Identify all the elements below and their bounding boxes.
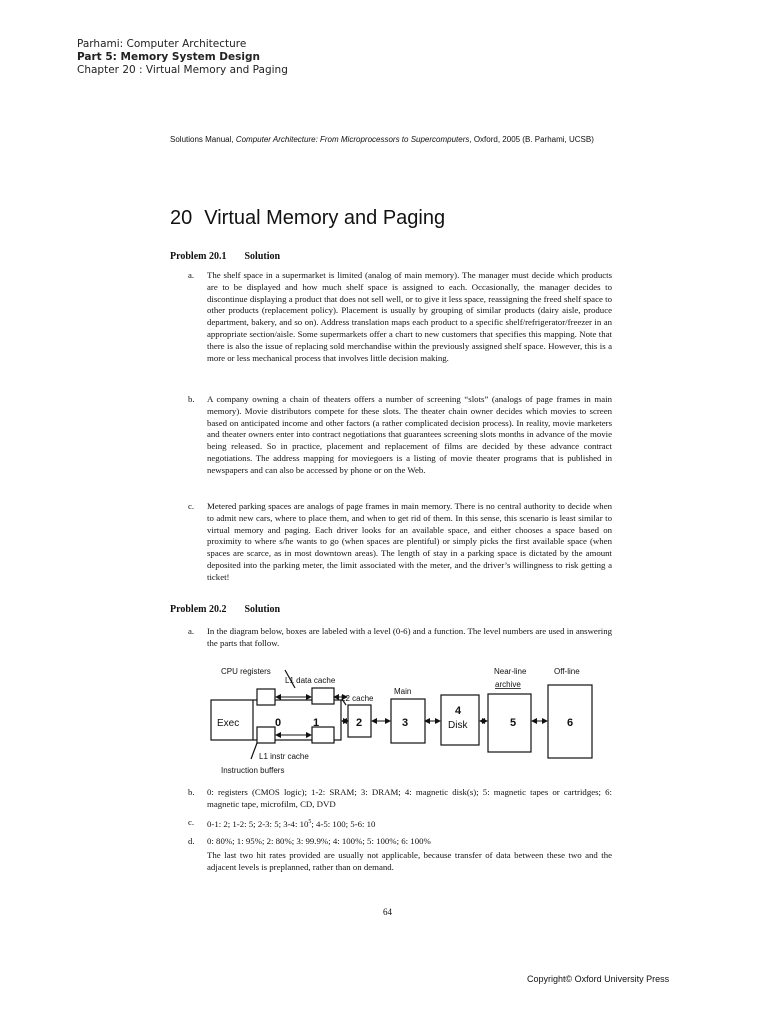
label-cpu-registers: CPU registers bbox=[221, 667, 271, 676]
item-label: a. bbox=[188, 270, 195, 280]
memory-hierarchy-diagram bbox=[205, 661, 605, 781]
label-l2-cache: L2 cache bbox=[341, 694, 374, 703]
item-text: The shelf space in a supermarket is limited (analog of main memory). The manager must decide which products are to be displayed and how much shelf space is assigned to each. Occasionally, the manager decides to discontinue displaying a product that does not sell well, or to give it less space, reassigning the freed shelf space to other products (replacement policy). Placement is usually by grouping of similar products (dairy aisle, produce department, bakery, and so on). Address translation maps each product to a specific shelf/refrigerator/freezer in an appropriate section/aisle. Some supermarkets offer a chart to new customers that specifies this mapping. Note that there is also the issue of replacing sold merchandise within the previously assigned shelf space. However, this is a more or less mechanical process that involves little decision making. bbox=[207, 270, 612, 363]
answer-item-d bbox=[188, 836, 612, 873]
l1-data-cache-box bbox=[312, 688, 334, 704]
answer-item-c bbox=[188, 501, 612, 584]
level-3: 3 bbox=[402, 717, 409, 729]
hit-rate-note: The last two hit rates provided are usually not applicable, because transfer of data between these two and the adjacent levels is preplanned, rather than on demand. bbox=[207, 849, 612, 872]
header-part-title: Part 5: Memory System Design bbox=[77, 51, 260, 63]
manual-suffix: , Oxford, 2005 (B. Parhami, UCSB) bbox=[469, 135, 594, 144]
header-book-title: Parhami: Computer Architecture bbox=[77, 38, 247, 50]
header-chapter-title: Chapter 20 : Virtual Memory and Paging bbox=[77, 64, 288, 76]
label-archive: archive bbox=[495, 680, 521, 689]
item-text bbox=[207, 817, 612, 831]
level-5: 5 bbox=[510, 717, 517, 729]
label-disk: Disk bbox=[448, 720, 468, 731]
page-number: 64 bbox=[383, 907, 392, 917]
item-text: In the diagram below, boxes are labeled with a level (0-6) and a function. The level numbers are used in answering the parts that follow. bbox=[207, 626, 612, 648]
manual-prefix: Solutions Manual, bbox=[170, 135, 236, 144]
item-label: b. bbox=[188, 394, 195, 404]
item-label: c. bbox=[188, 817, 195, 827]
item-label: d. bbox=[188, 836, 195, 846]
problem-label: Problem 20.1 bbox=[170, 251, 227, 262]
speed-ratios-end: ; 4-5: 100; 5-6: 10 bbox=[311, 818, 376, 829]
label-l1-data-cache: L1 data cache bbox=[285, 676, 336, 685]
label-near-line: Near-line bbox=[494, 667, 527, 676]
manual-book-title: Computer Architecture: From Microprocessors to Supercomputers bbox=[235, 135, 470, 144]
item-text: A company owning a chain of theaters offers a number of screening “slots” (analogs of page frames in main memory). Movie distributors compete for these slots. The theater chain owner decides which movies to screen based on anticipated income and other factors (a rather complicated decision process). In reality, movie marketers and theater owners enter into contract negotiations that guarantees screening slots months in advance of the movie being released. So in practice, placement and replacement of films are decided by these advance contract negotiations. The address mapping for moviegoers is a listing of movie theater programs that is published in newspapers and can also be accessed by phone or on the Web. bbox=[207, 394, 612, 475]
solution-label: Solution bbox=[244, 604, 281, 615]
l1-register-box-top bbox=[257, 689, 275, 705]
solutions-manual-line bbox=[170, 135, 594, 144]
item-text: Metered parking spaces are analogs of page frames in main memory. There is no central authority to decide when to admit new cars, where to place them, and when to get rid of them. In this sense, this scenario is least similar to virtual memory and paging. Each driver looks for an available space, and either chooses a space based on proximity to where s/he wants to go (when spaces are plentiful) or simply picks the first available space (when spaces are scarce, as in most downtown areas). The length of stay in a parking space is dictated by the amount deposited into the parking meter, the limit associated with the meter, and the driver’s willingness to risk getting a ticket! bbox=[207, 501, 612, 582]
solution-label: Solution bbox=[244, 251, 281, 262]
level-2: 2 bbox=[356, 717, 363, 729]
answer-item-a bbox=[188, 626, 612, 650]
item-text: 0: 80%; 1: 95%; 2: 80%; 3: 99.9%; 4: 100%; 5: 100%; 6: 100% bbox=[207, 836, 431, 846]
chapter-number: 20 bbox=[170, 207, 193, 229]
problem-label: Problem 20.2 bbox=[170, 604, 227, 615]
level-4: 4 bbox=[455, 705, 462, 717]
label-off-line: Off-line bbox=[554, 667, 580, 676]
label-l1-instr-cache: L1 instr cache bbox=[259, 752, 309, 761]
l1-instr-pointer bbox=[251, 743, 257, 759]
item-text: 0: registers (CMOS logic); 1-2: SRAM; 3: DRAM; 4: magnetic disk(s); 5: magnetic tapes or cartridges; 6: magnetic tape, microfilm, CD, DVD bbox=[207, 787, 612, 809]
answer-item-b bbox=[188, 394, 612, 477]
document-header bbox=[77, 38, 288, 77]
label-exec: Exec bbox=[217, 718, 240, 729]
speed-ratios-start: 0-1: 2; 1-2: 5; 2-3: 5; 3-4: 10 bbox=[207, 818, 309, 829]
level-0: 0 bbox=[275, 717, 282, 729]
copyright-notice: Copyright© Oxford University Press bbox=[527, 974, 670, 984]
chapter-title: Virtual Memory and Paging bbox=[204, 207, 446, 229]
answer-item-b bbox=[188, 787, 612, 811]
chapter-heading bbox=[170, 207, 445, 230]
item-label: b. bbox=[188, 787, 195, 797]
speed-ratio-exponent: 5 bbox=[308, 819, 312, 825]
answer-item-c bbox=[188, 817, 612, 831]
level-1: 1 bbox=[313, 717, 320, 729]
l1-register-box-bottom bbox=[257, 727, 275, 743]
label-main: Main bbox=[394, 687, 412, 696]
label-instruction-buffers: Instruction buffers bbox=[221, 766, 285, 775]
l1-instr-cache-box bbox=[312, 727, 334, 743]
problem-heading-20-1 bbox=[170, 251, 280, 262]
answer-item-a bbox=[188, 270, 612, 364]
problem-heading-20-2 bbox=[170, 604, 280, 615]
level-6: 6 bbox=[567, 717, 574, 729]
item-label: c. bbox=[188, 501, 195, 511]
item-label: a. bbox=[188, 626, 195, 636]
